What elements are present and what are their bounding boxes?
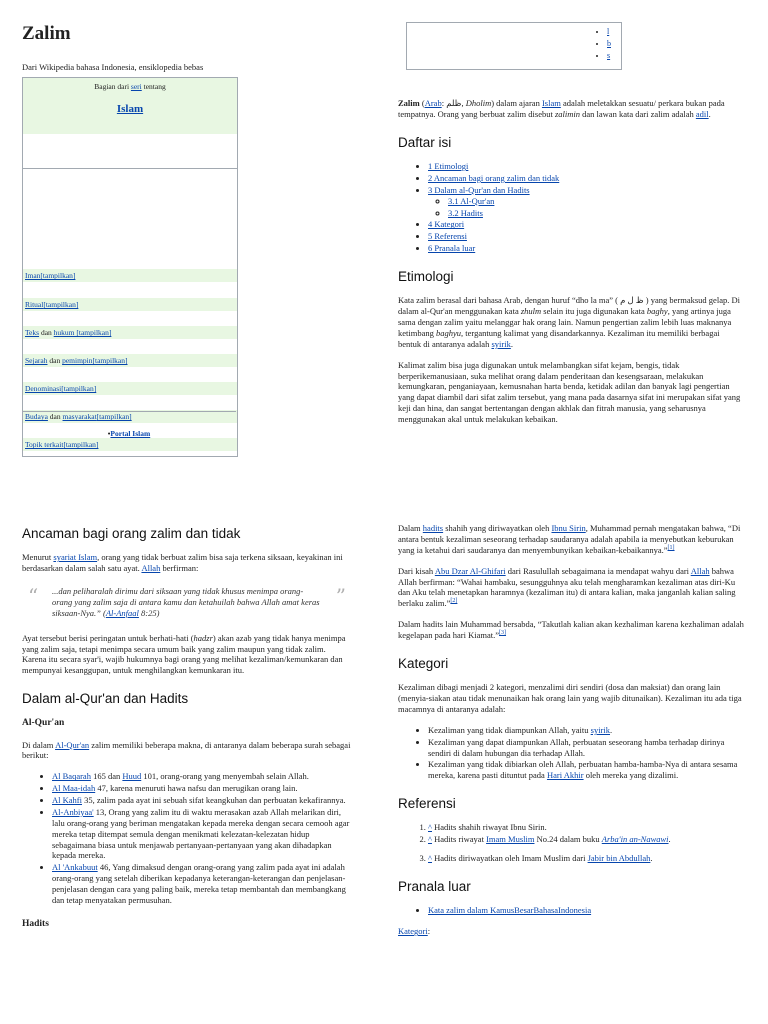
hadits-paragraph-3	[398, 619, 744, 641]
caret-icon[interactable]: ^	[428, 822, 432, 833]
hadits-paragraph-2	[398, 566, 744, 610]
ref-item	[428, 822, 744, 833]
text: oleh mereka yang dizalimi.	[583, 770, 679, 781]
toc-item[interactable]: 6 Pranala luar	[428, 243, 476, 254]
infobox-divider	[23, 168, 237, 169]
intro-text: ) dalam ajaran	[491, 98, 542, 108]
text: , orang yang tidak berbuat zalim bisa saja terkena siksaan, keyakinan ini berdasarkan dalam salah satu ayat.	[22, 552, 343, 574]
surah-link[interactable]: Al Kahfi	[52, 795, 82, 806]
jabir-link[interactable]: Jabir bin Abdullah	[587, 853, 651, 864]
etimologi-paragraph-2: Kalimat zalim bisa juga digunakan untuk melambangkan sifat kejam, bengis, tidak berperikemanusiaan, suka melihat orang dalam penderitaan dan kesengsaraan, melakukan kemungkaran, penganiayaan, kemusnahan harta benda, ketidak adilan dan banyak lagi pengertian yang dapat diambil dari sifat zalim tersebut, yang mana pada dasarnya sifat ini merupakan sifat yang keji dan hina, dan sangat bertentangan dengan akhlak dan fitrah manusia, yang seharusnya menggunakan akal untuk melakukan kebaikan.	[398, 359, 741, 425]
list-item	[52, 783, 352, 794]
syirik-link[interactable]: syirik	[590, 724, 611, 735]
ibnu-sirin-link[interactable]: Ibnu Sirin	[551, 523, 586, 533]
text: Kezaliman yang tidak diampunkan Allah, yaitu	[428, 724, 591, 735]
infobox-row-denominasi[interactable]	[23, 382, 237, 395]
bullet-icon: •	[107, 429, 111, 439]
arbain-link[interactable]: Arba'in an-Nawawi	[601, 834, 669, 845]
nav-link-l[interactable]: l	[607, 27, 610, 36]
surah-link[interactable]: Al 'Ankabuut	[52, 862, 98, 873]
intro-italic: Dholim	[465, 98, 492, 108]
infobox-toggle[interactable]: [tampilkan]	[61, 384, 97, 394]
left-bottom-column	[22, 525, 352, 940]
nav-box	[406, 22, 622, 70]
pranala-list	[398, 905, 744, 916]
adil-link[interactable]: adil	[695, 108, 709, 119]
text: Dari kisah	[398, 565, 435, 576]
caret-icon[interactable]: ^	[428, 834, 432, 845]
portal-islam-link[interactable]: Portal Islam	[110, 429, 151, 439]
infobox-row-iman[interactable]	[23, 269, 237, 282]
surah-list	[22, 771, 352, 906]
toc-heading: Daftar isi	[398, 134, 452, 150]
text: selain itu juga digunakan kata	[541, 306, 647, 317]
infobox-row-topik[interactable]	[23, 438, 237, 451]
text: 13, Orang yang zalim itu di waktu merasakan azab Allah melarikan diri, lalu orang-orang yang beriman mengatakan kepada mereka dengan secara cemooh agar mereka tetap ditempat semula dengan menikmati kelezatan-kelezatan hidup sebagaimana biasa untuk menjawab pertanyaan-pertanyaan yang akan dihadapkan kepada mereka.	[52, 806, 350, 861]
quote-text: 8:25)	[138, 607, 160, 618]
hari-akhir-link[interactable]: Hari Akhir	[546, 770, 584, 781]
alquran-paragraph	[22, 740, 352, 762]
list-item	[428, 759, 744, 781]
intro-text: (	[419, 98, 425, 108]
infobox-row-link[interactable]: Ritual	[25, 300, 44, 310]
referensi-list	[398, 822, 744, 864]
text: dari Rasulullah sebagaimana ia mendapat wahyu dari	[505, 565, 691, 576]
text: Menurut	[22, 552, 54, 563]
close-quote-icon: ”	[335, 584, 346, 609]
ref-link[interactable]: [3]	[499, 630, 507, 637]
syariat-islam-link[interactable]: syariat Islam	[53, 552, 98, 563]
text: Hadits riwayat	[432, 834, 487, 845]
infobox-row-link-2[interactable]: hukum	[53, 328, 75, 338]
infobox-row-link-2[interactable]: masyarakat	[62, 412, 97, 422]
islam-link[interactable]: Islam	[541, 98, 561, 108]
text: , tergantung kalimat yang disandarkannya. Kezaliman itu memiliki berbagai bentuk di antaranya adalah	[398, 327, 720, 349]
list-item: • Kezaliman yang dapat diampunkan Allah, perbuatan seseorang hamba terhadap dirinya sendiri di dalam hubungan dia terhadap Allah.	[428, 737, 744, 759]
text: Dalam hadits lain Muhammad bersabda, “Takutlah kalian akan kezhaliman karena kezhaliman adalah kegelapan pada hari Kiamat.”	[398, 619, 744, 640]
etimologi-paragraph-1	[398, 295, 744, 349]
infobox-row-sejarah[interactable]	[23, 354, 237, 367]
page-subtitle: Dari Wikipedia bahasa Indonesia, ensiklopedia bebas	[22, 62, 204, 73]
text: , yang artinya juga sama dengan zalim yaitu melanggar hak orang lain. Namun pengertian zalim lebih luas maknanya ketimbang	[398, 306, 732, 338]
infobox-row-link[interactable]: Denominasi	[25, 384, 62, 394]
list-item	[52, 795, 352, 806]
kategori-heading: Kategori	[398, 655, 449, 671]
text: Hadits shahih riwayat Ibnu Sirin.	[432, 822, 547, 833]
text: .	[668, 834, 671, 845]
quote-block	[22, 586, 352, 619]
infobox-row-link[interactable]: Budaya	[25, 412, 48, 422]
italic: baghy	[646, 306, 668, 317]
surah-link[interactable]: Al-Anbiyaa'	[52, 806, 94, 817]
infobox-heading-link[interactable]: Islam	[116, 102, 144, 115]
list-item	[52, 807, 352, 861]
list-item	[52, 771, 352, 782]
infobox-row-teks[interactable]	[23, 326, 237, 339]
allah-link[interactable]: Allah	[690, 565, 710, 576]
ancaman-paragraph-2	[22, 633, 352, 677]
right-top-column	[398, 22, 744, 435]
ancaman-heading: Ancaman bagi orang zalim dan tidak	[22, 526, 241, 541]
text: 46, Yang dimaksud dengan orang-orang yang zalim pada ayat ini adalah orang-orang yang setelah diberikan kepadanya keterangan-keterangan dan penjelasan-penjelasan dengan cara yang paling baik, mereka tetap membantah dan membangkang dan tetap menyatakan permusuhan.	[52, 862, 346, 905]
nav-link-b[interactable]: b	[607, 38, 611, 48]
nav-link-s[interactable]: s	[607, 50, 611, 60]
text: 101, orang-orang yang menyembah selain Allah.	[141, 771, 309, 782]
allah-link[interactable]: Allah	[141, 563, 161, 574]
text: zalim memiliki beberapa makna, di antaranya dalam beberapa surah sebagai berikut:	[22, 739, 351, 761]
kategori-footer-link[interactable]: Kategori	[398, 926, 428, 937]
infobox-portal	[22, 429, 236, 439]
abu-dzar-link[interactable]: Abu Dzar Al-Ghifari	[434, 565, 506, 576]
toc-item[interactable]: 3 Dalam al-Qur'an dan Hadits	[428, 184, 530, 195]
category-footer	[398, 926, 744, 937]
page-title: Zalim	[22, 23, 71, 44]
ref-item	[428, 853, 744, 864]
text: Ayat tersebut berisi peringatan untuk berhati-hati (	[22, 632, 194, 643]
kategori-list	[398, 725, 744, 781]
infobox-header	[23, 78, 237, 134]
text: 35, zalim pada ayat ini sebuah sifat keangkuhan dan perbuatan kekafirannya.	[81, 795, 346, 806]
italic: hadzr	[193, 632, 213, 643]
text: .	[510, 338, 513, 349]
toc-subitem[interactable]: 3.1 Al-Qur'an	[448, 195, 495, 206]
etimologi-heading: Etimologi	[398, 269, 454, 285]
toc-item[interactable]: 5 Referensi	[428, 231, 467, 242]
kbbi-link[interactable]: Kata zalim dalam KamusBesarBahasaIndonesia	[428, 905, 592, 916]
imam-muslim-link[interactable]: Imam Muslim	[486, 834, 535, 845]
toc-item[interactable]: 4 Kategori	[428, 219, 465, 230]
text: Kata zalim berasal dari bahasa Arab, dengan huruf “dho la ma” ( ظ ل م ) yang bermaksud gelap. Di dalam al-Qur'an menggunakan kata	[398, 295, 740, 317]
infobox-row-link-2[interactable]: pemimpin	[62, 356, 93, 366]
text: shahih yang diriwayatkan oleh	[443, 523, 552, 533]
infobox-toggle[interactable]: [tampilkan]	[92, 356, 128, 366]
infobox-row-ritual[interactable]	[23, 298, 237, 311]
surah-link[interactable]: Al Maa-idah	[52, 783, 96, 794]
ancaman-paragraph-1	[22, 552, 352, 574]
list-item	[428, 725, 744, 736]
infobox-row-link[interactable]: Iman	[25, 271, 41, 281]
pranala-heading: Pranala luar	[398, 879, 471, 895]
intro-text: adalah meletakkan sesuatu/ perkara bukan pada tempatnya. Orang yang berbuat zalim disebut	[398, 98, 725, 119]
intro-italic: zalimin	[554, 108, 580, 119]
infobox-row-link[interactable]: Sejarah	[25, 356, 48, 366]
al-anfaal-link[interactable]: Al-Anfaal	[105, 607, 139, 618]
intro-paragraph	[398, 98, 744, 120]
infobox-series-link[interactable]: seri	[130, 82, 142, 92]
infobox-row-and: dan	[47, 356, 63, 366]
intro-bold: Zalim	[398, 98, 420, 108]
ref-link[interactable]: [2]	[450, 598, 458, 605]
toc-item[interactable]: 2 Ancaman bagi orang zalim dan tidak	[428, 172, 560, 183]
open-quote-icon: “	[28, 584, 39, 609]
infobox-toggle[interactable]: [tampilkan]	[96, 412, 132, 422]
list-item	[428, 905, 744, 916]
intro-text: dan lawan kata dari zalim adalah	[580, 108, 696, 119]
toc-item[interactable]: 1 Etimologi	[428, 161, 469, 172]
text: 165 dan	[90, 771, 123, 782]
infobox-toggle[interactable]: [tampilkan]	[40, 271, 76, 281]
referensi-heading: Referensi	[398, 796, 456, 812]
italic: baghyu	[436, 327, 462, 338]
hadits-link[interactable]: hadits	[422, 523, 444, 533]
arab-link[interactable]: Arab	[424, 98, 442, 108]
text: :	[427, 926, 431, 937]
intro-text: : ظلم,	[441, 98, 466, 108]
infobox-series-post: tentang	[143, 82, 166, 92]
right-bottom-column	[398, 523, 744, 937]
infobox-toggle[interactable]: [tampilkan]	[43, 300, 79, 310]
text: ) akan azab yang tidak hanya menimpa yang zalim saja, tetapi menimpa secara umum baik yang zalim maupun yang tidak zalim. Karena itu secara syar'i, wajib hukumnya bagi orang yang melihat kezaliman/kemunkaran dan mempunyai kesanggupan, untuk menghilangkan kemunkaran itu.	[22, 632, 346, 676]
toc-subitem[interactable]: 3.2 Hadits	[448, 207, 483, 218]
text: .	[610, 724, 613, 735]
text: berfirman:	[160, 563, 199, 574]
islam-infobox	[22, 77, 238, 457]
text: Hadits diriwayatkan oleh Imam Muslim dari	[432, 853, 588, 864]
infobox-series-pre: Bagian dari	[94, 82, 130, 92]
infobox-row-link[interactable]: Teks	[25, 328, 40, 338]
infobox-row-and: dan	[39, 328, 54, 338]
kategori-paragraph: Kezaliman dibagi menjadi 2 kategori, menzalimi diri sendiri (dosa dan maksiat) dan orang lain (menyia-siakan atau tidak menunaikan hak orang lain yang wajib ditunaikan). Kezaliman itu ada tiga macamnya di antaranya adalah:	[398, 682, 742, 714]
surah-link[interactable]: Huud	[122, 771, 142, 782]
infobox-divider	[22, 411, 236, 412]
alquran-link[interactable]: Al-Qur'an	[55, 739, 90, 750]
dalam-heading: Dalam al-Qur'an dan Hadits	[22, 691, 189, 707]
ref-item	[428, 834, 744, 845]
infobox-toggle[interactable]: [tampilkan]	[63, 440, 99, 450]
text: Di dalam	[22, 739, 56, 750]
infobox-row-and: dan	[47, 412, 63, 422]
hadits-subheading: Hadits	[22, 918, 49, 929]
left-top-column	[22, 22, 352, 457]
caret-icon[interactable]: ^	[428, 853, 432, 864]
quote-text: ...dan peliharalah dirimu dari siksaan yang tidak khusus menimpa orang-orang yang zalim saja di antara kamu dan ketahuilah bahwa Allah amat keras siksaan-Nya.” (	[52, 586, 320, 618]
text: bahwa Allah berfirman: “Wahai hambaku, sesungguhnya aku telah mengharamkan kezaliman atas diri-Ku dan Aku telah menetapkan haramnya (kezaliman itu) di antara kalian, maka janganlah kalian saling berlaku zalim.”	[398, 565, 736, 609]
syirik-link[interactable]: syirik	[491, 338, 511, 349]
infobox-row-link[interactable]: Topik terkait	[25, 440, 64, 450]
italic: zhulm	[520, 306, 542, 317]
list-item	[52, 862, 352, 906]
intro-text: .	[708, 108, 711, 119]
text: .	[650, 853, 653, 864]
text: Kezaliman yang tidak dibiarkan oleh Allah, perbuatan hamba-hamba-Nya di antara sesama mereka, karena pasti dituntut pada	[428, 759, 738, 781]
hadits-paragraph-1	[398, 523, 744, 556]
alquran-subheading: Al-Qur'an	[22, 718, 65, 729]
text: 47, karena menuruti hawa nafsu dan merugikan orang lain.	[95, 783, 298, 794]
ref-link[interactable]: [1]	[667, 544, 675, 551]
infobox-toggle[interactable]: [tampilkan]	[74, 328, 112, 338]
text: No.24 dalam buku	[534, 834, 602, 845]
text: , Muhammad pernah mengatakan bahwa, “Di antara bentuk kezaliman seseorang terhadap saudaranya adalah apabila ia menyebutkan keburukan yang ia ketahui dari saudaranya dan menyembunyikan kebaikan-kebaikannya.”	[398, 523, 741, 555]
surah-link[interactable]: Al Baqarah	[52, 771, 91, 782]
text: Dalam	[398, 523, 423, 533]
table-of-contents	[398, 161, 744, 254]
